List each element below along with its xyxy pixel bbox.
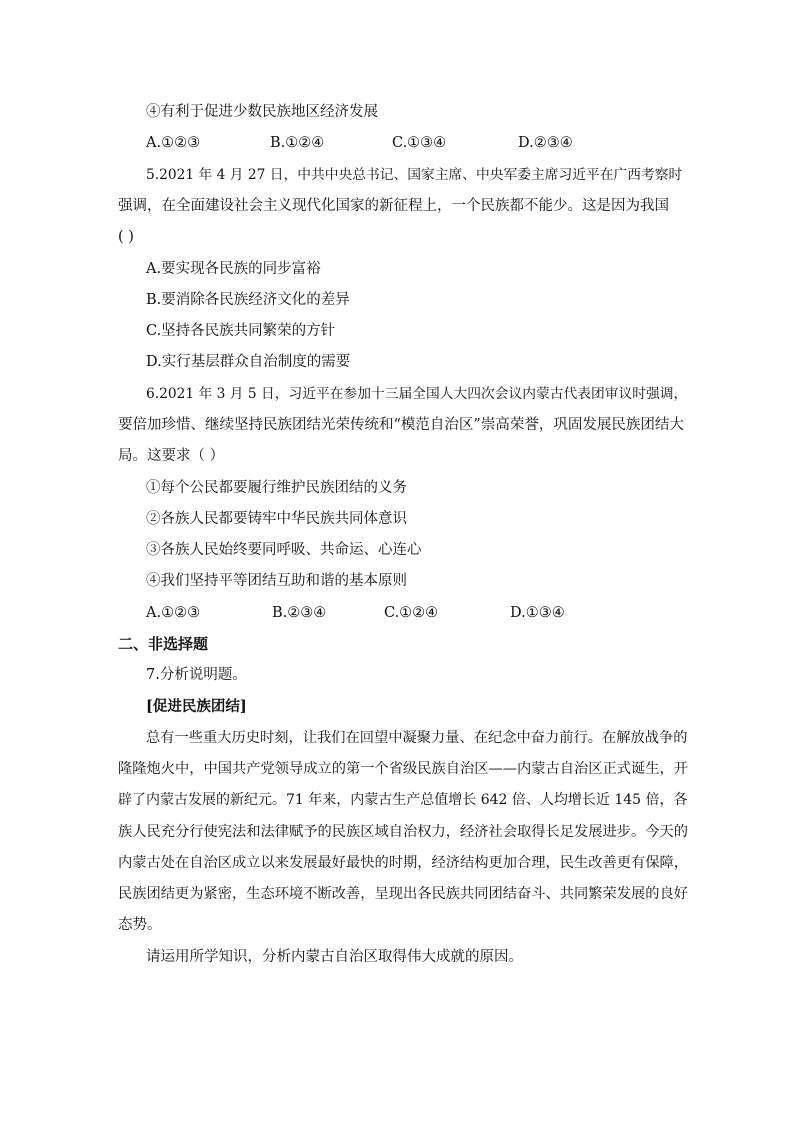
q7-question: 请运用所学知识，分析内蒙古自治区取得伟大成就的原因。 [146,949,523,965]
q6-stem-line1: 6.2021 年 3 月 5 日，习近平在参加十三届全国人大四次会议内蒙古代表团审议时强调， [146,386,688,402]
q6-item-3: ③各族人民始终要同呼吸、共命运、心连心 [146,542,422,558]
q5-option-b: B.要消除各民族经济文化的差异 [146,292,350,308]
q4-option-c: C.①③④ [392,135,447,151]
q5-option-a: A.要实现各民族的同步富裕 [146,261,321,277]
q7-paragraph-line5: 内蒙古处在自治区成立以来发展最好最快的时期，经济结构更加合理，民生改善更有保障， [118,855,689,871]
q6-stem-line3: 局。这要求（ ） [118,448,225,464]
q4-option-a: A.①②③ [146,135,201,151]
q6-item-2: ②各族人民都要铸牢中华民族共同体意识 [146,511,407,527]
q6-option-c: C.①②④ [384,605,439,621]
q7-intro: 7.分析说明题。 [146,667,247,683]
q5-option-c: C.坚持各民族共同繁荣的方针 [146,323,336,339]
q7-subtitle: [促进民族团结] [146,698,247,715]
q4-option-b: B.①②④ [270,135,325,151]
section-heading: 二、非选择题 [118,635,209,653]
q7-paragraph-line6: 民族团结更为紧密，生态环境不断改善，呈现出各民族共同团结奋斗、共同繁荣发展的良好 [118,886,689,902]
q6-option-d: D.①③④ [510,605,565,621]
q5-stem-line2: 强调，在全面建设社会主义现代化国家的新征程上，一个民族都不能少。这是因为我国 [118,198,669,214]
q4-option-d: D.②③④ [518,135,573,151]
q6-item-1: ①每个公民都要履行维护民族团结的义务 [146,480,407,496]
q6-stem-line2: 要倍加珍惜、继续坚持民族团结光荣传统和“模范自治区”崇高荣誉，巩固发展民族团结大 [118,417,684,433]
q7-paragraph-line3: 辟了内蒙古发展的新纪元。71 年来，内蒙古生产总值增长 642 倍、人均增长近 145 倍，各 [118,792,688,808]
q4-item-4: ④有利于促进少数民族地区经济发展 [146,104,378,120]
q7-paragraph-line1: 总有一些重大历史时刻，让我们在回望中凝聚力量、在纪念中奋力前行。在解放战争的 [146,730,688,746]
q7-paragraph-line4: 族人民充分行使宪法和法律赋予的民族区域自治权力，经济社会取得长足发展进步。今天的 [118,824,689,840]
q7-paragraph-line2: 隆隆炮火中，中国共产党领导成立的第一个省级民族自治区——内蒙古自治区正式诞生，开 [118,761,689,777]
q5-answer-blank: ( ) [118,229,134,245]
q6-option-a: A.①②③ [146,605,201,621]
q5-stem-line1: 5.2021 年 4 月 27 日，中共中央总书记、国家主席、中央军委主席习近平在广西考察时 [146,167,683,183]
q6-item-4: ④我们坚持平等团结互助和谐的基本原则 [146,573,407,589]
q7-paragraph-line7: 态势。 [118,917,162,933]
q6-option-b: B.②③④ [272,605,327,621]
q5-option-d: D.实行基层群众自治制度的需要 [146,354,351,370]
